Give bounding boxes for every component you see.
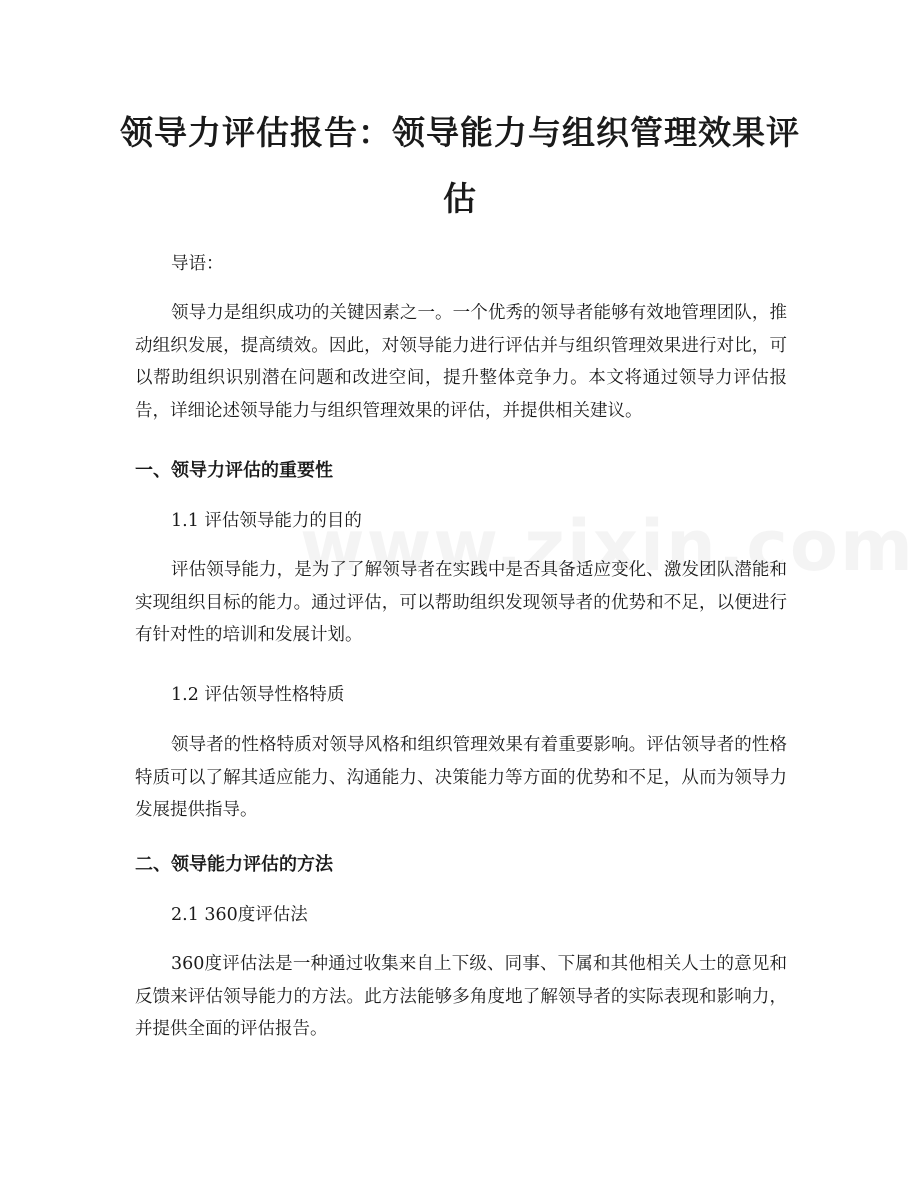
document-title: 领导力评估报告：领导能力与组织管理效果评估 (120, 113, 800, 218)
section-2-heading: 二、领导能力评估的方法 (135, 854, 333, 875)
intro-label: 导语： (171, 254, 224, 274)
section-1-2-heading: 1.2 评估领导性格特质 (171, 685, 345, 705)
section-1-1-heading: 1.1 评估领导能力的目的 (171, 511, 362, 531)
intro-paragraph: 领导力是组织成功的关键因素之一。一个优秀的领导者能够有效地管理团队，推动组织发展，提高绩效。因此，对领导能力进行评估并与组织管理效果进行对比，可以帮助组织识别潜在问题和改进空间，提升整体竞争力。本文将通过领导力评估报告，详细论述领导能力与组织管理效果的评估，并提供相关建议。 (135, 303, 787, 421)
section-1-2-text: 领导者的性格特质对领导风格和组织管理效果有着重要影响。评估领导者的性格特质可以了解其适应能力、沟通能力、决策能力等方面的优势和不足，从而为领导力发展提供指导。 (135, 735, 787, 820)
section-1-heading: 一、领导力评估的重要性 (135, 460, 333, 481)
section-2-1-text: 360度评估法是一种通过收集来自上下级、同事、下属和其他相关人士的意见和反馈来评估领导能力的方法。此方法能够多角度地了解领导者的实际表现和影响力，并提供全面的评估报告。 (135, 954, 787, 1039)
section-1-1-text: 评估领导能力，是为了了解领导者在实践中是否具备适应变化、激发团队潜能和实现组织目标的能力。通过评估，可以帮助组织发现领导者的优势和不足，以便进行有针对性的培训和发展计划。 (135, 560, 787, 645)
section-2-1-heading: 2.1 360度评估法 (171, 905, 308, 925)
